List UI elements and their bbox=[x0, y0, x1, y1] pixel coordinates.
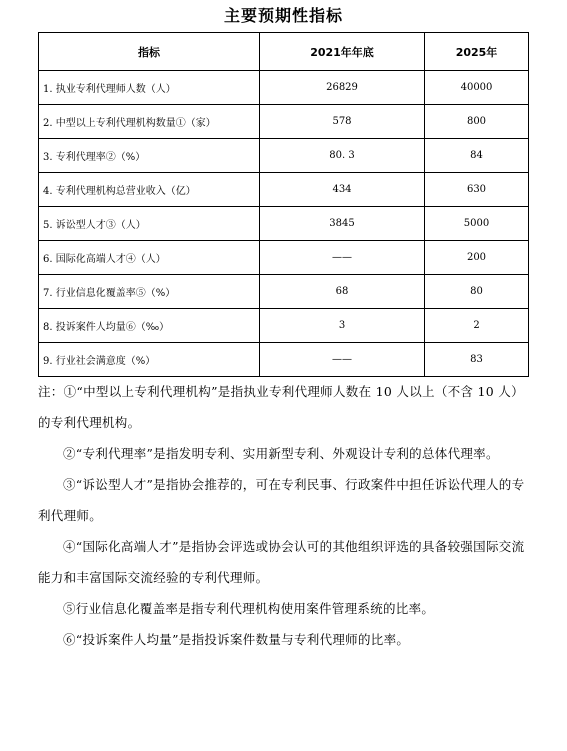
footnote-5: ⑤行业信息化覆盖率是指专利代理机构使用案件管理系统的比率。 bbox=[63, 601, 435, 616]
header-2021: 2021年年底 bbox=[260, 33, 425, 71]
row-value-2021: —— bbox=[260, 343, 425, 377]
row-indicator-name: 1. 执业专利代理师人数（人） bbox=[39, 71, 260, 105]
row-value-2021: 3 bbox=[260, 309, 425, 343]
row-value-2021: 3845 bbox=[260, 207, 425, 241]
row-value-2025: 5000 bbox=[425, 207, 529, 241]
row-value-2021: 434 bbox=[260, 173, 425, 207]
row-indicator-name: 4. 专利代理机构总营业收入（亿） bbox=[39, 173, 260, 207]
row-indicator-name: 2. 中型以上专利代理机构数量①（家） bbox=[39, 105, 260, 139]
footnotes bbox=[38, 376, 530, 655]
row-value-2021: 578 bbox=[260, 105, 425, 139]
row-value-2021: 68 bbox=[260, 275, 425, 309]
table-row bbox=[39, 309, 529, 343]
footnote-4: ④“国际化高端人才”是指协会评选或协会认可的其他组织评选的具备较强国际交流能力和丰富国际交流经验的专利代理师。 bbox=[38, 539, 525, 585]
row-indicator-name: 9. 行业社会满意度（%） bbox=[39, 343, 260, 377]
table-row bbox=[39, 343, 529, 377]
row-indicator-name: 6. 国际化高端人才④（人） bbox=[39, 241, 260, 275]
footnote-1: 注：①“中型以上专利代理机构”是指执业专利代理师人数在 10 人以上（不含 10 人）的专利代理机构。 bbox=[38, 384, 524, 430]
row-indicator-name: 5. 诉讼型人才③（人） bbox=[39, 207, 260, 241]
footnote-6: ⑥“投诉案件人均量”是指投诉案件数量与专利代理师的比率。 bbox=[63, 632, 410, 647]
row-value-2025: 83 bbox=[425, 343, 529, 377]
document-title: 主要预期性指标 bbox=[223, 6, 343, 25]
row-value-2025: 2 bbox=[425, 309, 529, 343]
table-row bbox=[39, 139, 529, 173]
row-value-2021: —— bbox=[260, 241, 425, 275]
row-value-2021: 80. 3 bbox=[260, 139, 425, 173]
table-row bbox=[39, 173, 529, 207]
table-header-row bbox=[39, 33, 529, 71]
header-indicator: 指标 bbox=[39, 33, 260, 71]
table-row bbox=[39, 71, 529, 105]
row-indicator-name: 7. 行业信息化覆盖率⑤（%） bbox=[39, 275, 260, 309]
table-row bbox=[39, 241, 529, 275]
table-row bbox=[39, 105, 529, 139]
row-indicator-name: 8. 投诉案件人均量⑥（‰） bbox=[39, 309, 260, 343]
table-row bbox=[39, 207, 529, 241]
indicators-table bbox=[38, 32, 529, 377]
row-value-2025: 84 bbox=[425, 139, 529, 173]
row-value-2025: 40000 bbox=[425, 71, 529, 105]
footnote-3: ③“诉讼型人才”是指协会推荐的，可在专利民事、行政案件中担任诉讼代理人的专利代理师。 bbox=[38, 477, 525, 523]
row-value-2021: 26829 bbox=[260, 71, 425, 105]
row-value-2025: 800 bbox=[425, 105, 529, 139]
header-2025: 2025年 bbox=[425, 33, 529, 71]
row-value-2025: 630 bbox=[425, 173, 529, 207]
row-value-2025: 80 bbox=[425, 275, 529, 309]
footnote-2: ②“专利代理率”是指发明专利、实用新型专利、外观设计专利的总体代理率。 bbox=[63, 446, 499, 461]
row-value-2025: 200 bbox=[425, 241, 529, 275]
row-indicator-name: 3. 专利代理率②（%） bbox=[39, 139, 260, 173]
table-row bbox=[39, 275, 529, 309]
